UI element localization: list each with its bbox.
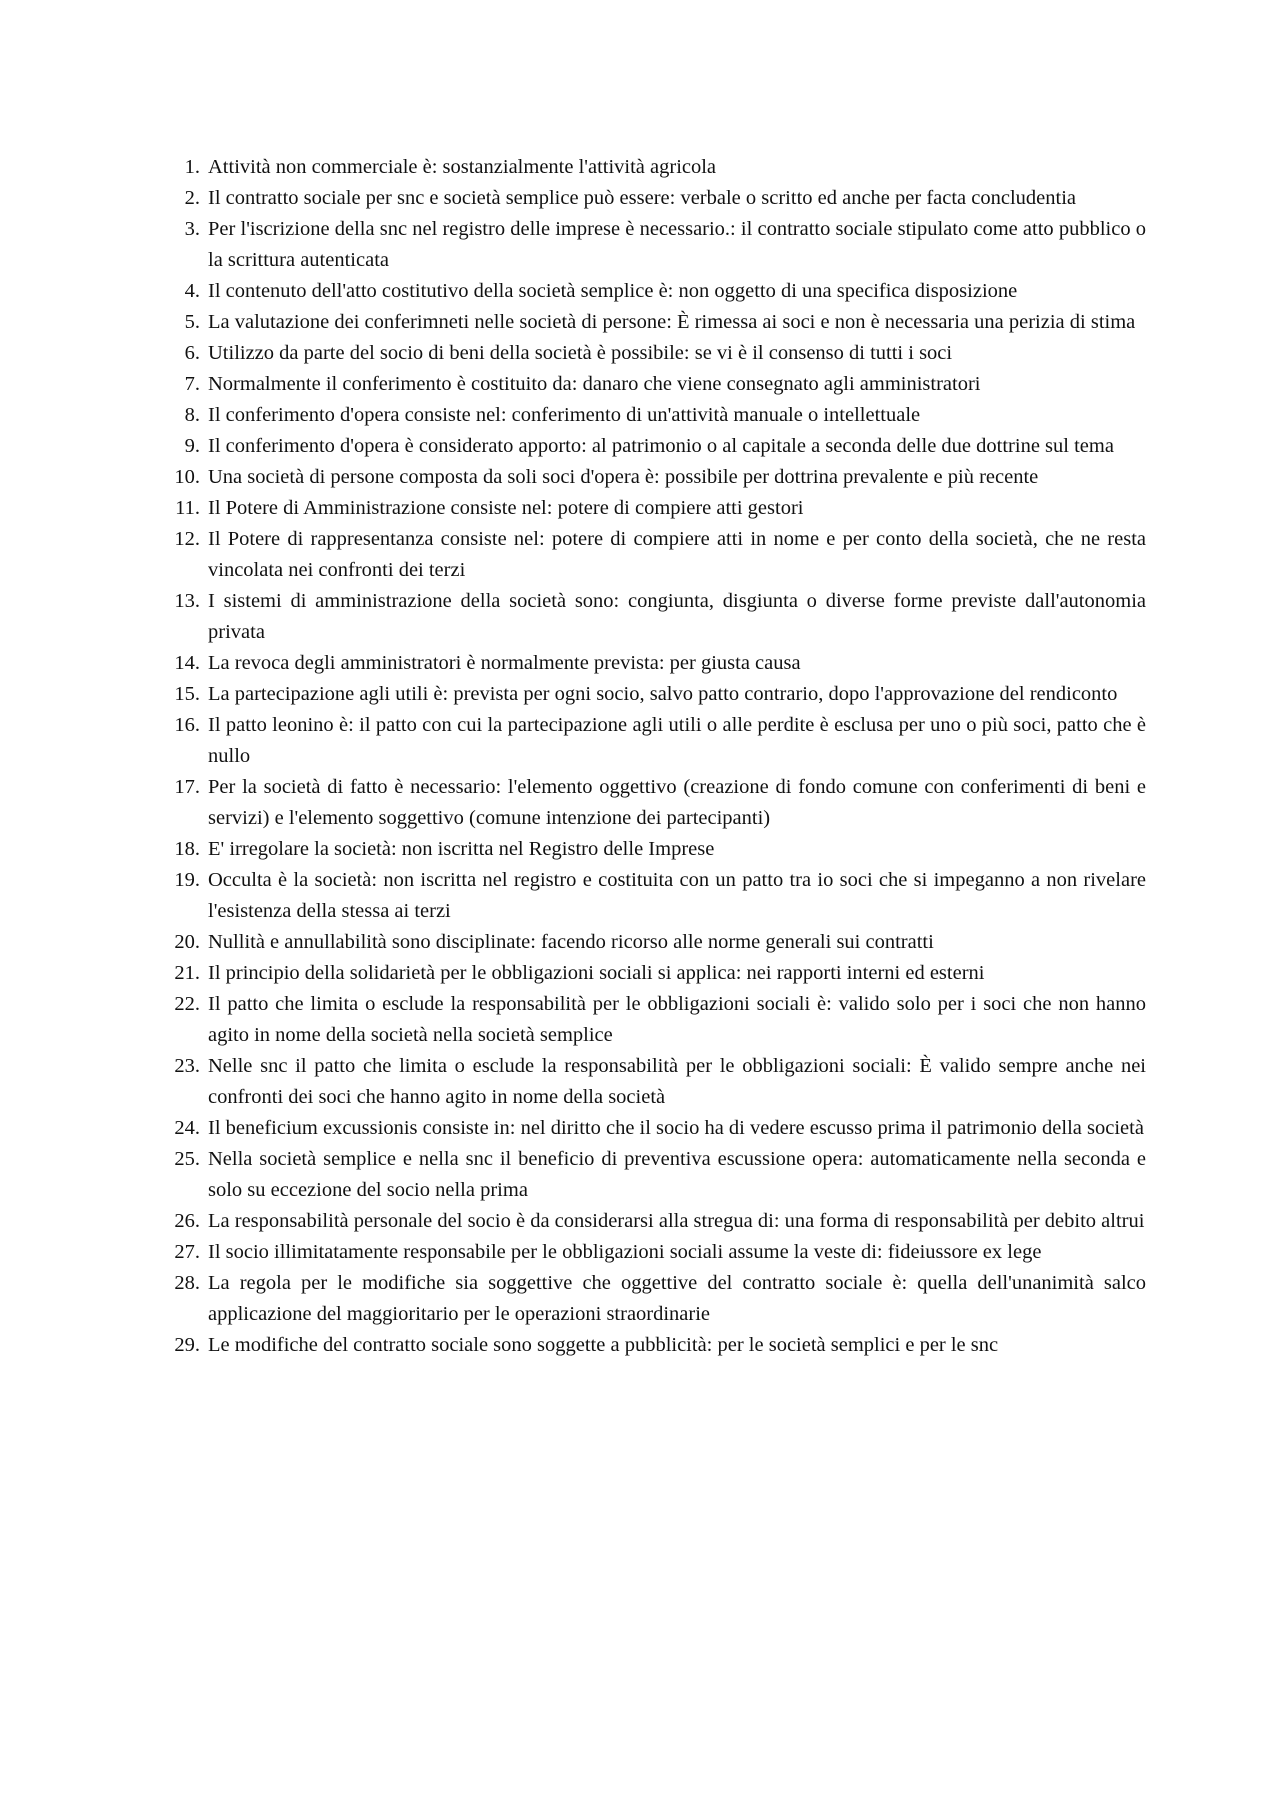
item-number: 24. [174,1117,200,1139]
item-number: 11. [175,497,200,519]
item-number: 16. [174,714,200,736]
item-text: Il Potere di Amministrazione consiste nel: potere di compiere atti gestori [208,497,804,519]
list-item [156,989,1146,1051]
list-item [156,462,1146,493]
item-text: Il conferimento d'opera è considerato apporto: al patrimonio o al capitale a seconda delle due dottrine sul tema [208,435,1114,457]
list-item [156,648,1146,679]
item-text: Per l'iscrizione della snc nel registro delle imprese è necessario.: il contratto sociale stipulato come atto pubblico o la scrittura autenticata [208,218,1146,271]
item-number: 13. [174,590,200,612]
item-text: La revoca degli amministratori è normalmente prevista: per giusta causa [208,652,801,674]
item-text: Il conferimento d'opera consiste nel: conferimento di un'attività manuale o intellettuale [208,404,921,426]
item-number: 10. [174,466,200,488]
item-text: La responsabilità personale del socio è da considerarsi alla stregua di: una forma di responsabilità per debito altrui [208,1210,1145,1232]
item-text: Il contenuto dell'atto costitutivo della società semplice è: non oggetto di una specifica disposizione [208,280,1018,302]
item-text: Una società di persone composta da soli soci d'opera è: possibile per dottrina prevalente e più recente [208,466,1039,488]
item-number: 4. [184,280,200,302]
item-text: La regola per le modifiche sia soggettive che oggettive del contratto sociale è: quella dell'unanimità salco applicazione del maggioritario per le operazioni straordinarie [208,1272,1146,1325]
item-text: Il contratto sociale per snc e società semplice può essere: verbale o scritto ed anche per facta concludentia [208,187,1077,209]
item-number: 20. [174,931,200,953]
list-item [156,865,1146,927]
item-number: 23. [174,1055,200,1077]
list-item [156,679,1146,710]
list-item [156,307,1146,338]
item-text: Il socio illimitatamente responsabile per le obbligazioni sociali assume la veste di: fideiussore ex lege [208,1241,1042,1263]
item-text: Nelle snc il patto che limita o esclude la responsabilità per le obbligazioni sociali: È valido sempre anche nei confronti dei soci che hanno agito in nome della società [208,1055,1146,1108]
item-number: 22. [174,993,200,1015]
list-item [156,214,1146,276]
list-item [156,834,1146,865]
item-number: 3. [184,218,200,240]
list-item [156,710,1146,772]
item-number: 18. [174,838,200,860]
item-text: Nella società semplice e nella snc il beneficio di preventiva escussione opera: automaticamente nella seconda e solo su eccezione del socio nella prima [208,1148,1146,1201]
list-item [156,1113,1146,1144]
list-item [156,431,1146,462]
item-text: Utilizzo da parte del socio di beni della società è possibile: se vi è il consenso di tutti i soci [208,342,953,364]
item-number: 5. [184,311,200,333]
item-text: La partecipazione agli utili è: prevista per ogni socio, salvo patto contrario, dopo l'approvazione del rendiconto [208,683,1118,705]
list-item [156,1330,1146,1361]
item-number: 12. [174,528,200,550]
item-text: Il principio della solidarietà per le obbligazioni sociali si applica: nei rapporti interni ed esterni [208,962,985,984]
item-text: Il patto leonino è: il patto con cui la partecipazione agli utili o alle perdite è esclusa per uno o più soci, patto che è nullo [208,714,1146,767]
list-item [156,524,1146,586]
item-text: Attività non commerciale è: sostanzialmente l'attività agricola [208,156,717,178]
item-number: 2. [184,187,200,209]
item-number: 8. [184,404,200,426]
item-number: 21. [174,962,200,984]
item-number: 27. [174,1241,200,1263]
list-item [156,586,1146,648]
item-text: I sistemi di amministrazione della società sono: congiunta, disgiunta o diverse forme previste dall'autonomia privata [208,590,1146,643]
item-number: 7. [184,373,200,395]
list-item [156,152,1146,183]
item-text: Occulta è la società: non iscritta nel registro e costituita con un patto tra io soci che si impeganno a non rivelare l'esistenza della stessa ai terzi [208,869,1146,922]
list-item [156,183,1146,214]
item-number: 14. [174,652,200,674]
item-text: Il patto che limita o esclude la responsabilità per le obbligazioni sociali è: valido solo per i soci che non hanno agito in nome della società nella società semplice [208,993,1146,1046]
item-text: La valutazione dei conferimneti nelle società di persone: È rimessa ai soci e non è necessaria una perizia di stima [208,311,1136,333]
list-item [156,276,1146,307]
item-text: Il Potere di rappresentanza consiste nel: potere di compiere atti in nome e per conto della società, che ne resta vincolata nei confronti dei terzi [208,528,1146,581]
list-item [156,338,1146,369]
item-text: Le modifiche del contratto sociale sono soggette a pubblicità: per le società semplici e per le snc [208,1334,999,1356]
list-item [156,1144,1146,1206]
item-number: 29. [174,1334,200,1356]
item-text: Per la società di fatto è necessario: l'elemento oggettivo (creazione di fondo comune con conferimenti di beni e servizi) e l'elemento soggettivo (comune intenzione dei partecipanti) [208,776,1146,829]
item-text: Normalmente il conferimento è costituito da: danaro che viene consegnato agli amministratori [208,373,981,395]
item-number: 15. [174,683,200,705]
list-item [156,958,1146,989]
list-item [156,1206,1146,1237]
item-number: 28. [174,1272,200,1294]
item-number: 9. [184,435,200,457]
list-item [156,927,1146,958]
list-item [156,1237,1146,1268]
list-item [156,400,1146,431]
item-text: E' irregolare la società: non iscritta nel Registro delle Imprese [208,838,715,860]
item-number: 26. [174,1210,200,1232]
list-item [156,369,1146,400]
list-item [156,493,1146,524]
item-number: 25. [174,1148,200,1170]
item-text: Il beneficium excussionis consiste in: nel diritto che il socio ha di vedere escusso prima il patrimonio della società [208,1117,1144,1139]
question-answer-list [156,152,1146,1361]
item-text: Nullità e annullabilità sono disciplinate: facendo ricorso alle norme generali sui contratti [208,931,934,953]
item-number: 6. [184,342,200,364]
list-item [156,772,1146,834]
list-item [156,1051,1146,1113]
item-number: 1. [184,156,200,178]
list-item [156,1268,1146,1330]
item-number: 17. [174,776,200,798]
item-number: 19. [174,869,200,891]
